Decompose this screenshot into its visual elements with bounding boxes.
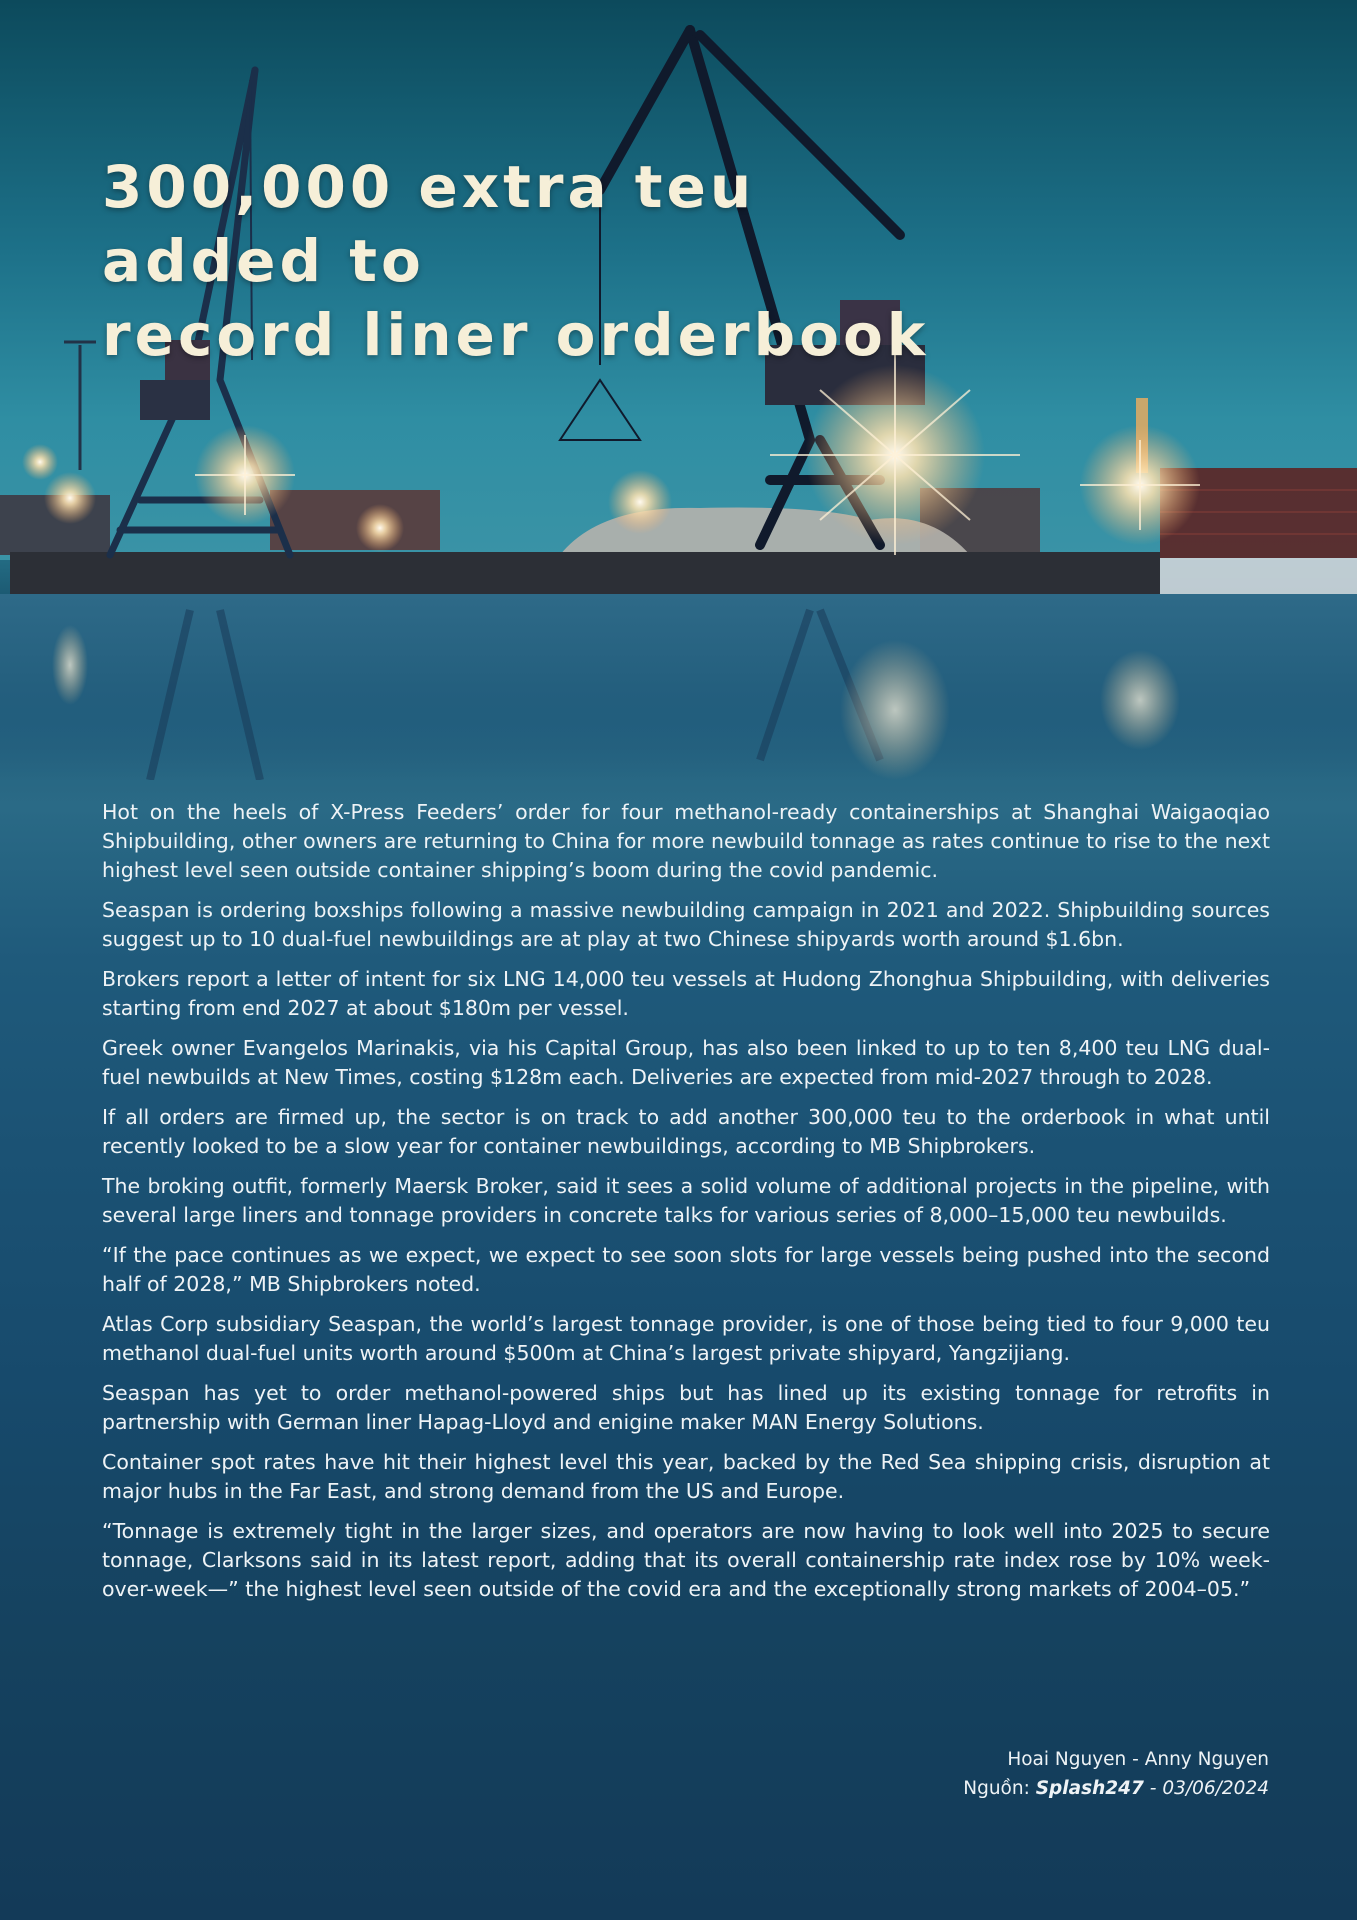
article-paragraph: If all orders are firmed up, the sector is on track to add another 300,000 teu to the orderbook in what until recently looked to be a slow year for container newbuildings, according to MB Shipbrokers. (102, 1105, 1270, 1158)
article-body (102, 798, 1270, 1615)
headline-line-1: 300,000 extra teu added to (102, 153, 756, 295)
article-paragraph: “If the pace continues as we expect, we expect to see soon slots for large vessels being pushed into the second half of 2028,” MB Shipbrokers noted. (102, 1243, 1270, 1296)
article-paragraph: Seaspan has yet to order methanol-powered ships but has lined up its existing tonnage for retrofits in partnership with German liner Hapag-Lloyd and enigine maker MAN Energy Solutions. (102, 1381, 1270, 1434)
headline-line-2: record liner orderbook (102, 301, 930, 369)
article-headline (102, 150, 1002, 372)
byline (963, 1745, 1269, 1803)
article-paragraph: The broking outfit, formerly Maersk Broker, said it sees a solid volume of additional projects in the pipeline, with several large liners and tonnage providers in concrete talks for various series of 8,000–15,000 teu newbuilds. (102, 1174, 1270, 1227)
source-name: Splash247 (1035, 1778, 1144, 1799)
article-paragraph: Seaspan is ordering boxships following a massive newbuilding campaign in 2021 and 2022. Shipbuilding sources suggest up to 10 dual-fuel newbuildings are at play at two Chinese shipyards worth around $1.6bn. (102, 898, 1270, 951)
byline-authors: Hoai Nguyen - Anny Nguyen (1007, 1749, 1269, 1770)
byline-source (963, 1774, 1269, 1803)
article-paragraph: Greek owner Evangelos Marinakis, via his Capital Group, has also been linked to up to ten 8,400 teu LNG dual-fuel newbuilds at New Times, costing $128m each. Deliveries are expected from mid-2027 through to 2028. (102, 1036, 1270, 1089)
article-paragraph: Atlas Corp subsidiary Seaspan, the world’s largest tonnage provider, is one of those being tied to four 9,000 teu methanol dual-fuel units worth around $500m at China’s largest private shipyard, Yangzijiang. (102, 1312, 1270, 1365)
article-paragraph: Brokers report a letter of intent for six LNG 14,000 teu vessels at Hudong Zhonghua Shipbuilding, with deliveries starting from end 2027 at about $180m per vessel. (102, 967, 1270, 1020)
hero-image-harbour-cranes (0, 0, 1357, 780)
article-paragraph: Container spot rates have hit their highest level this year, backed by the Red Sea shipping crisis, disruption at major hubs in the Far East, and strong demand from the US and Europe. (102, 1450, 1270, 1503)
source-date: - 03/06/2024 (1143, 1778, 1269, 1799)
source-prefix: Nguồn: (963, 1778, 1036, 1799)
article-paragraph: “Tonnage is extremely tight in the larger sizes, and operators are now having to look well into 2025 to secure tonnage, Clarksons said in its latest report, adding that its overall containership rate index rose by 10% week-over-week—” the highest level seen outside of the covid era and the exceptionally strong markets of 2004–05.” (102, 1519, 1270, 1601)
article-paragraph: Hot on the heels of X-Press Feeders’ order for four methanol-ready containerships at Shanghai Waigaoqiao Shipbuilding, other owners are returning to China for more newbuild tonnage as rates continue to rise to the next highest level seen outside container shipping’s boom during the covid pandemic. (102, 800, 1270, 882)
